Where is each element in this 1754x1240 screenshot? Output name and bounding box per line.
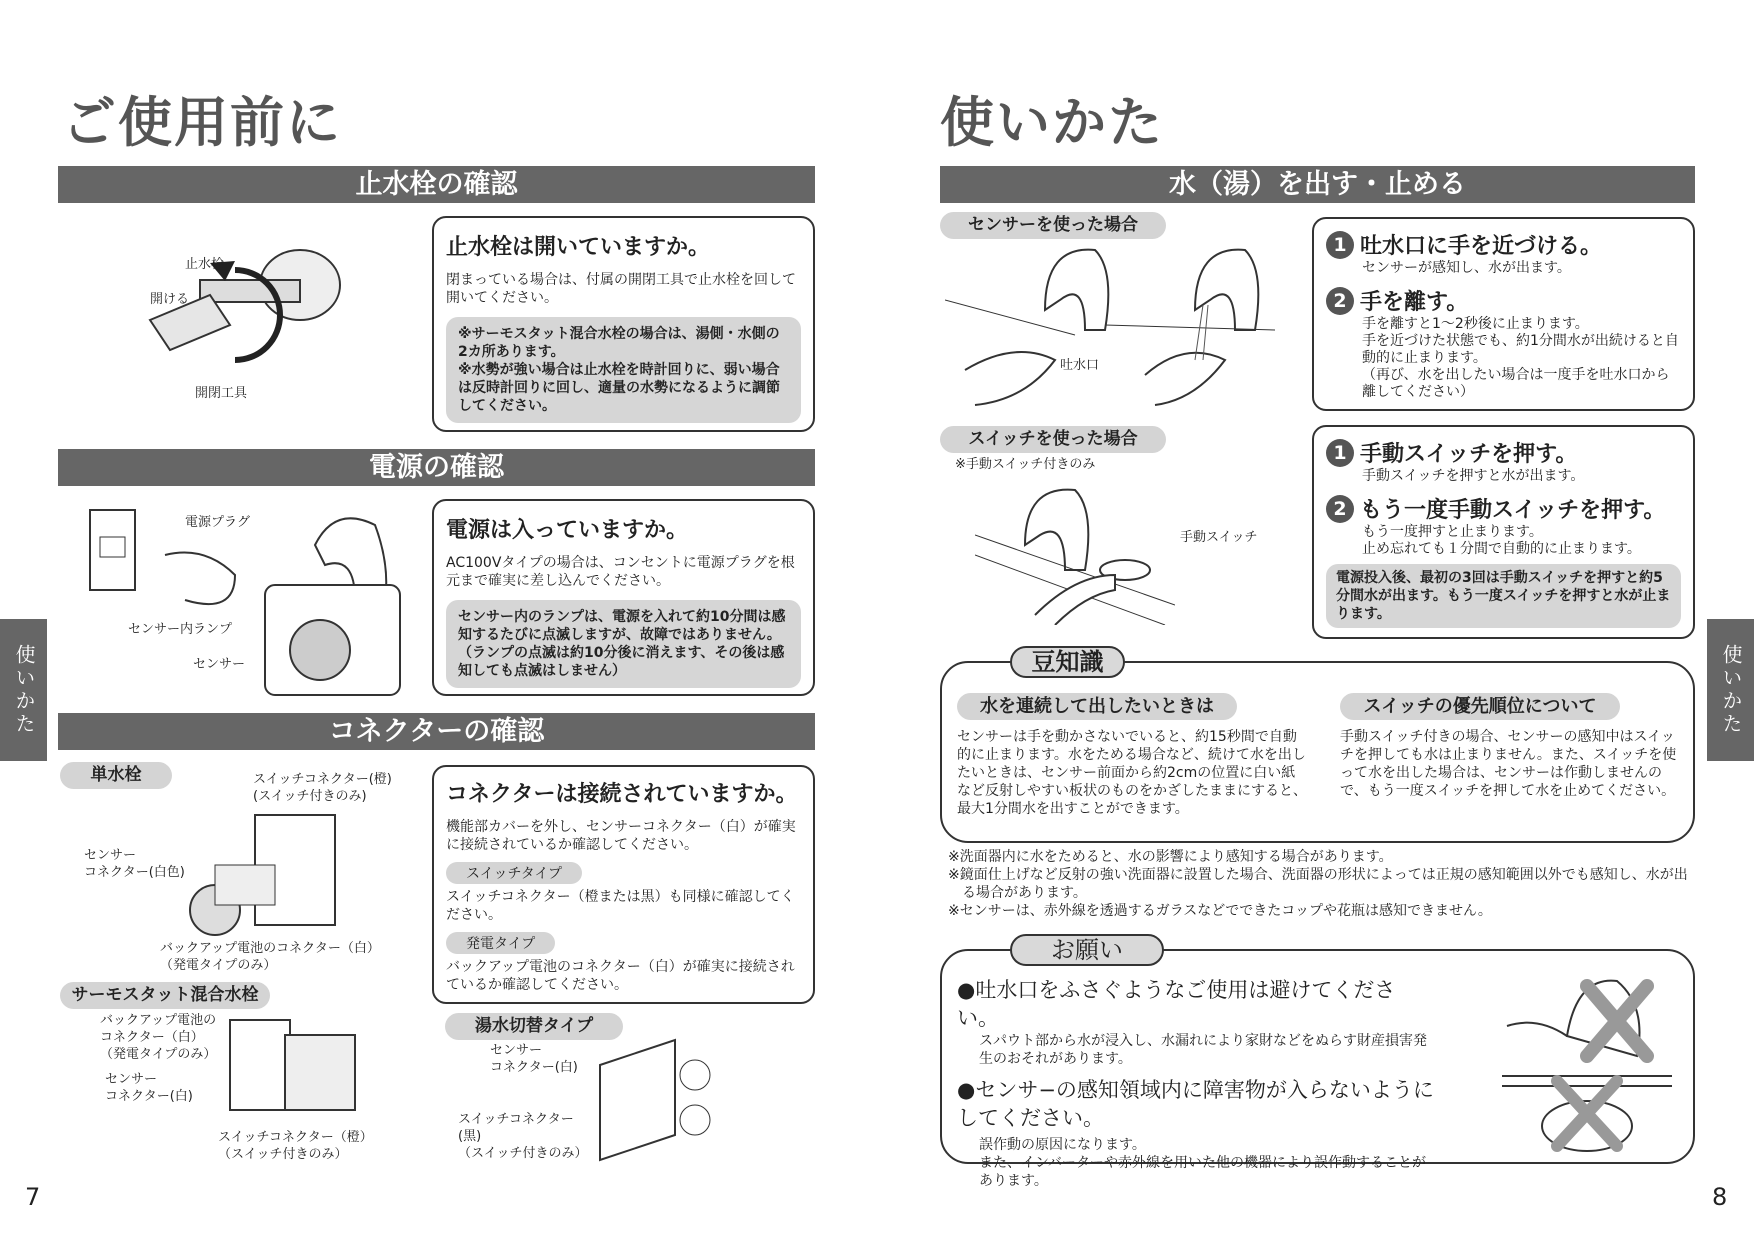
- label: センサー: [105, 1072, 158, 1087]
- pill-sensor-use: センサーを使った場合: [940, 212, 1166, 239]
- stop-valve-box: [432, 216, 815, 432]
- hot-water-connector-illustration: [595, 1035, 715, 1165]
- side-tab-left: 使いかた: [0, 619, 47, 761]
- side-tab-right: 使いかた: [1707, 619, 1754, 761]
- label: スイッチコネクター: [458, 1112, 574, 1127]
- step-title: 手動スイッチを押す。: [1360, 442, 1578, 467]
- step-title: 吐水口に手を近づける。: [1360, 234, 1603, 259]
- sensor-faucet-illustration: [945, 240, 1285, 415]
- page-title-before-use: ご使用前に: [62, 91, 342, 154]
- tips-box: [940, 661, 1695, 843]
- request-items: [957, 976, 1437, 1190]
- request-item-2: ●センサ−の感知領域内に障害物が入らないようにしてください。: [957, 1078, 1434, 1130]
- step-desc: 手を離すと1〜2秒後に止まります。: [1362, 316, 1589, 332]
- label: （発電タイプのみ）: [160, 958, 277, 973]
- body: 機能部カバーを外し、センサーコネクター（白）が確実に接続されているか確認してください。: [446, 819, 796, 853]
- label: (スイッチ付きのみ): [253, 789, 367, 804]
- step-2: [1326, 493, 1681, 524]
- step-desc: センサーが感知し、水が出ます。: [1362, 260, 1571, 276]
- step-desc: 手を近づけた状態でも、約1分間水が出続けると自動的に止まります。: [1362, 333, 1679, 366]
- label: （スイッチ付きのみ）: [458, 1146, 588, 1161]
- step-number-icon: 2: [1326, 495, 1354, 523]
- note: ※鏡面仕上げなど反射の強い洗面器に設置した場合、洗面器の形状によっては正規の感知範囲以外でも感知し、水が出る場合があります。: [948, 867, 1688, 901]
- step-2: [1326, 285, 1681, 316]
- label: （スイッチ付きのみ）: [218, 1147, 348, 1162]
- label: バックアップ電池の: [100, 1013, 217, 1028]
- heading: コネクターは接続されていますか。: [446, 782, 798, 807]
- body: 閉まっている場合は、付属の開閉工具で止水栓を回して開いてください。: [446, 272, 796, 306]
- request-item-2-desc: 誤作動の原因になります。: [979, 1137, 1146, 1153]
- pill-switch-use: スイッチを使った場合: [940, 426, 1166, 453]
- request-item-1-desc: スパウト部から水が浸入し、水漏れにより家財などをぬらす財産損害発生のおそれがあります。: [979, 1033, 1427, 1067]
- label-power-plug: 電源プラグ: [185, 515, 251, 530]
- note-box: [446, 317, 801, 423]
- request-box: [940, 949, 1695, 1189]
- connector-box: [432, 765, 815, 1004]
- switch-only-note: ※手動スイッチ付きのみ: [955, 457, 1096, 472]
- tip-a-title: 水を連続して出したいときは: [957, 693, 1237, 720]
- power-box: [432, 499, 815, 696]
- section-bar-power: 電源の確認: [58, 449, 815, 486]
- step-desc: （再び、水を出したい場合は一度手を吐水口から離してください）: [1362, 367, 1670, 400]
- section-bar-water: 水（湯）を出す・止める: [940, 166, 1695, 203]
- step-1: [1326, 437, 1681, 468]
- note: ※洗面器内に水をためると、水の影響により感知する場合があります。: [948, 849, 1393, 865]
- label: スイッチコネクター(橙): [253, 772, 392, 787]
- label-stop-valve: 止水栓: [185, 257, 225, 272]
- label: （発電タイプのみ）: [100, 1047, 217, 1062]
- step-desc: もう一度押すと止まります。: [1362, 524, 1543, 540]
- note: ※水勢が強い場合は止水栓を時計回りに、弱い場合は反時計回りに回し、適量の水勢になるように調節してください。: [458, 362, 780, 414]
- pill-single-faucet: 単水栓: [60, 762, 172, 789]
- pill-switch-type: スイッチタイプ: [446, 862, 582, 884]
- note-box: 電源投入後、最初の3回は手動スイッチを押すと約5分間水が出ます。もう一度スイッチを押すと水が止まります。: [1326, 564, 1681, 628]
- step-number-icon: 1: [1326, 231, 1354, 259]
- tip-b-body: 手動スイッチ付きの場合、センサーの感知中はスイッチを押しても水は止まりません。また、スイッチを使って水を出した場合は、センサーは作動しませんので、もう一度スイッチを押して水を止めてください。: [1340, 729, 1677, 799]
- thermostat-connector-illustration: [225, 1015, 365, 1115]
- section-bar-stop-valve: 止水栓の確認: [58, 166, 815, 203]
- tips-tab: 豆知識: [1010, 646, 1125, 678]
- request-item-1: ●吐水口をふさぐようなご使用は避けてください。: [957, 978, 1396, 1030]
- prohibited-usage-illustration: [1497, 966, 1677, 1156]
- label-manual-switch: 手動スイッチ: [1180, 530, 1258, 545]
- label-tool: 開閉工具: [195, 386, 248, 401]
- step-number-icon: 2: [1326, 287, 1354, 315]
- heading: 止水栓は開いていますか。: [446, 235, 711, 260]
- tip-b-title: スイッチの優先順位について: [1340, 693, 1620, 720]
- step-1: [1326, 229, 1681, 260]
- heading: 電源は入っていますか。: [446, 518, 689, 543]
- label: コネクター(白): [105, 1089, 193, 1104]
- section-bar-connector: コネクターの確認: [58, 713, 815, 750]
- page-title-how-to-use: 使いかた: [940, 91, 1164, 154]
- label-sensor-lamp: センサー内ランプ: [128, 622, 233, 637]
- stop-valve-illustration: [140, 225, 390, 405]
- step-title: もう一度手動スイッチを押す。: [1360, 498, 1666, 523]
- single-faucet-connector-illustration: [175, 805, 355, 945]
- step-desc: 止め忘れても１分間で自動的に止まります。: [1362, 541, 1641, 557]
- label-spout: 吐水口: [1060, 358, 1100, 373]
- step-number-icon: 1: [1326, 439, 1354, 467]
- label-open: 開ける: [150, 292, 190, 307]
- switch-steps-box: [1312, 425, 1695, 639]
- label: センサー: [84, 848, 137, 863]
- note: ※サーモスタット混合水栓の場合は、湯側・水側の2カ所あります。: [458, 326, 780, 360]
- label: コネクター(白): [490, 1060, 578, 1075]
- label: コネクター（白）: [100, 1030, 204, 1045]
- label: スイッチコネクター（橙）: [218, 1130, 373, 1145]
- note: ※センサーは、赤外線を透過するガラスなどでできたコップや花瓶は感知できません。: [948, 903, 1492, 919]
- label: (黒): [458, 1129, 482, 1144]
- body: AC100Vタイプの場合は、コンセントに電源プラグを根元まで確実に差し込んでください。: [446, 555, 795, 589]
- request-item-2-desc: また、インバーターや赤外線を用いた他の機器により誤作動することがあります。: [979, 1155, 1427, 1189]
- label: センサー: [490, 1043, 543, 1058]
- pill-generator-type: 発電タイプ: [446, 932, 555, 954]
- body: バックアップ電池のコネクター（白）が確実に接続されているか確認してください。: [446, 959, 795, 993]
- notes-list: [948, 848, 1688, 920]
- step-title: 手を離す。: [1360, 290, 1469, 315]
- page-number-right: 8: [1712, 1183, 1728, 1211]
- sensor-steps-box: [1312, 217, 1695, 411]
- label: バックアップ電池のコネクター（白）: [160, 941, 380, 956]
- pill-hot-water: 湯水切替タイプ: [445, 1013, 623, 1040]
- pill-thermostat: サーモスタット混合水栓: [60, 982, 270, 1009]
- label-sensor: センサー: [193, 657, 246, 672]
- tip-a-body: センサーは手を動かさないでいると、約15秒間で自動的に止まります。水をためる場合など、続けて水を出したいときは、センサー前面から約2cmの位置に白い紙など反射しやすい板状のものをかざしたままにすると、最大1分間水を出すことができます。: [957, 729, 1307, 817]
- page-number-left: 7: [25, 1183, 41, 1211]
- manual-switch-faucet-illustration: [975, 475, 1175, 625]
- note-box: センサー内のランプは、電源を入れて約10分間は感知するたびに点滅しますが、故障ではありません。（ランプの点滅は約10分後に消えます、その後は感知しても点滅はしません）: [446, 600, 801, 688]
- request-tab: お願い: [1010, 934, 1164, 966]
- step-desc: 手動スイッチを押すと水が出ます。: [1362, 468, 1585, 484]
- body: スイッチコネクター（橙または黒）も同様に確認してください。: [446, 889, 795, 923]
- label: コネクター(白色): [84, 865, 185, 880]
